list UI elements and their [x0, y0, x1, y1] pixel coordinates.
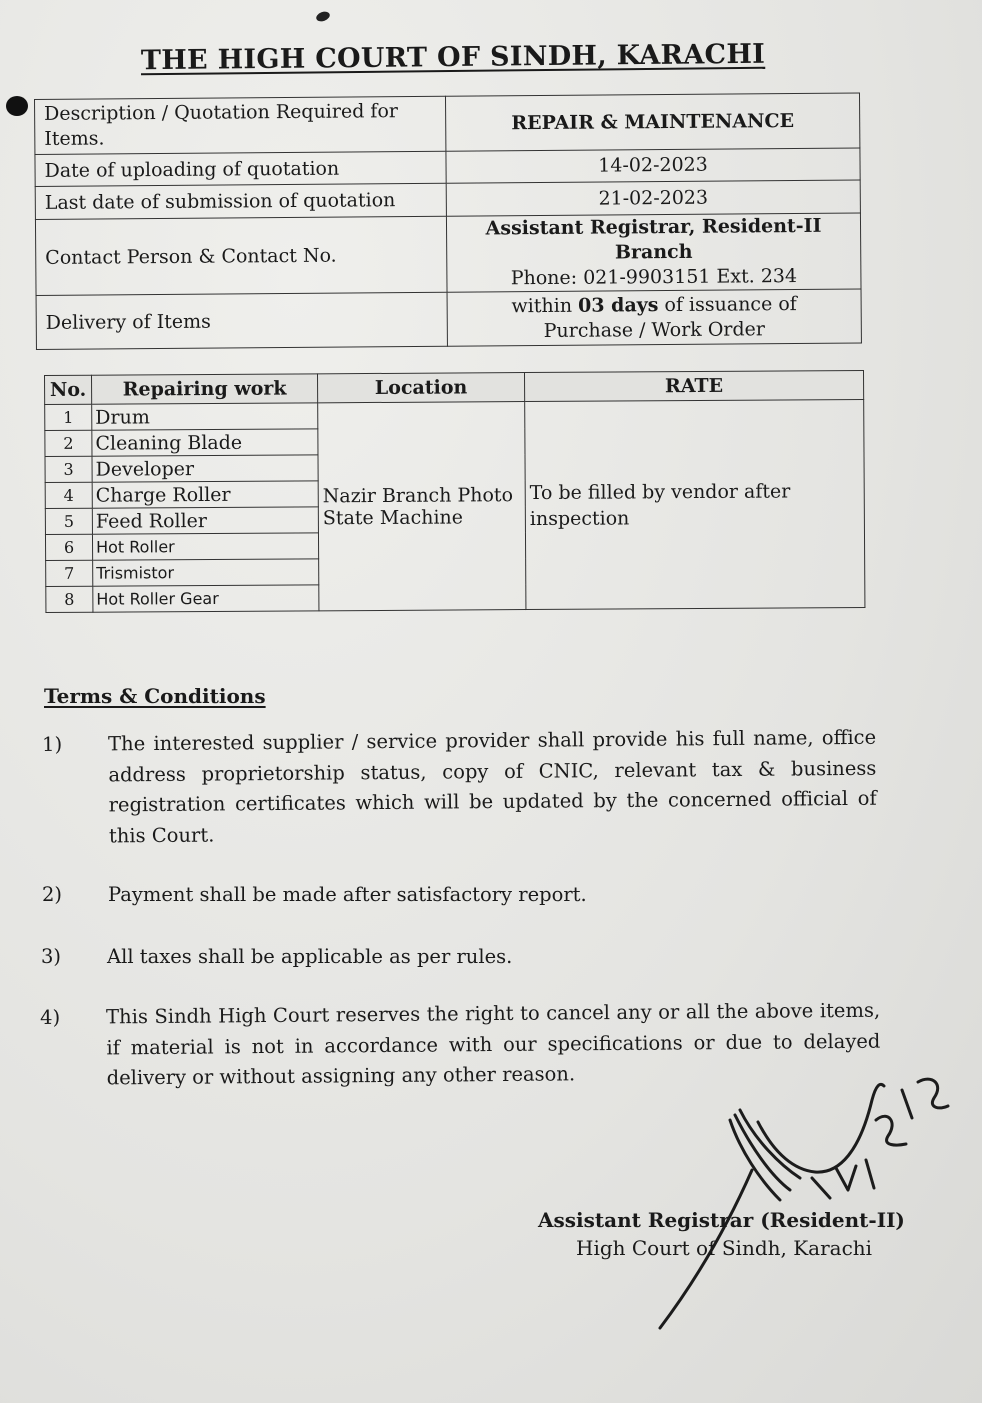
- rate-line: inspection: [529, 506, 630, 530]
- handwritten-signature: [640, 1060, 960, 1340]
- info-label: Date of uploading of quotation: [35, 151, 446, 186]
- item-name: Developer: [92, 455, 318, 482]
- delivery-order: Purchase / Work Order: [543, 317, 766, 342]
- table-row: [36, 289, 861, 349]
- term-number: 3): [41, 945, 62, 968]
- page-title: THE HIGH COURT OF SINDH, KARACHI: [140, 38, 766, 77]
- col-header-location: Location: [317, 373, 524, 403]
- terms-heading: Terms & Conditions: [44, 684, 266, 708]
- info-label: Last date of submission of quotation: [35, 183, 446, 219]
- ink-dot: [6, 96, 28, 116]
- item-no: 1: [45, 404, 92, 430]
- location-line: Nazir Branch Photo: [322, 483, 514, 507]
- info-value: [446, 213, 861, 292]
- col-header-rate: RATE: [524, 370, 863, 401]
- location-cell: [318, 402, 526, 611]
- table-row: [35, 213, 861, 295]
- item-name: Feed Roller: [92, 507, 318, 534]
- item-name: Charge Roller: [92, 481, 318, 508]
- info-value: [447, 289, 861, 346]
- term-item: [40, 996, 881, 1090]
- table-row: [45, 399, 864, 430]
- location-line: State Machine: [322, 505, 464, 529]
- term-text: All taxes shall be applicable as per rules.: [107, 945, 513, 968]
- item-name: Trismistor: [93, 559, 319, 586]
- term-text: Payment shall be made after satisfactory report.: [108, 883, 587, 906]
- paper-speck: [315, 10, 331, 23]
- item-no: 8: [46, 586, 93, 612]
- term-number: 1): [42, 732, 63, 756]
- item-name: Drum: [92, 403, 318, 430]
- term-text: This Sindh High Court reserves the right to cancel any or all the above items, if material is not in accordance with our specifications or due to delayed delivery or without assigning any other reason.: [106, 998, 881, 1090]
- item-name: Cleaning Blade: [92, 429, 318, 456]
- delivery-post: of issuance of: [658, 292, 797, 316]
- info-label: Contact Person & Contact No.: [35, 216, 447, 295]
- item-name: Hot Roller: [92, 533, 318, 560]
- info-label: Delivery of Items: [36, 292, 447, 349]
- contact-person: Assistant Registrar, Resident-II Branch: [485, 214, 822, 264]
- info-value: 14-02-2023: [446, 148, 860, 183]
- term-number: 4): [40, 1005, 61, 1029]
- rate-cell: [525, 399, 865, 609]
- item-no: 3: [45, 456, 92, 482]
- repair-work-table: [44, 370, 865, 613]
- term-item: [42, 723, 878, 847]
- item-no: 4: [45, 482, 92, 508]
- info-value: 21-02-2023: [446, 180, 860, 216]
- term-text: The interested supplier / service provider shall provide his full name, office address proprietorship status, copy of CNIC, relevant tax & business registration certificates which will be updated by the concerned official of this Court.: [108, 725, 877, 847]
- rate-line: To be filled by vendor after: [529, 479, 791, 504]
- col-header-no: No.: [45, 375, 92, 404]
- item-no: 2: [45, 430, 92, 456]
- info-label: Description / Quotation Required for Items.: [35, 96, 446, 154]
- term-number: 2): [42, 883, 63, 906]
- table-row: [35, 93, 860, 154]
- col-header-work: Repairing work: [92, 374, 318, 404]
- delivery-pre: within: [511, 294, 579, 317]
- contact-phone: Phone: 021-9903151 Ext. 234: [510, 265, 798, 290]
- quotation-info-table: [34, 93, 862, 350]
- item-no: 6: [45, 534, 92, 560]
- info-value: REPAIR & MAINTENANCE: [445, 93, 859, 151]
- delivery-days: 03 days: [577, 293, 659, 317]
- item-no: 7: [46, 560, 93, 586]
- item-no: 5: [45, 508, 92, 534]
- signatory-designation: Assistant Registrar (Resident-II): [538, 1208, 905, 1232]
- item-name: Hot Roller Gear: [93, 585, 319, 612]
- signatory-office: High Court of Sindh, Karachi: [576, 1236, 873, 1260]
